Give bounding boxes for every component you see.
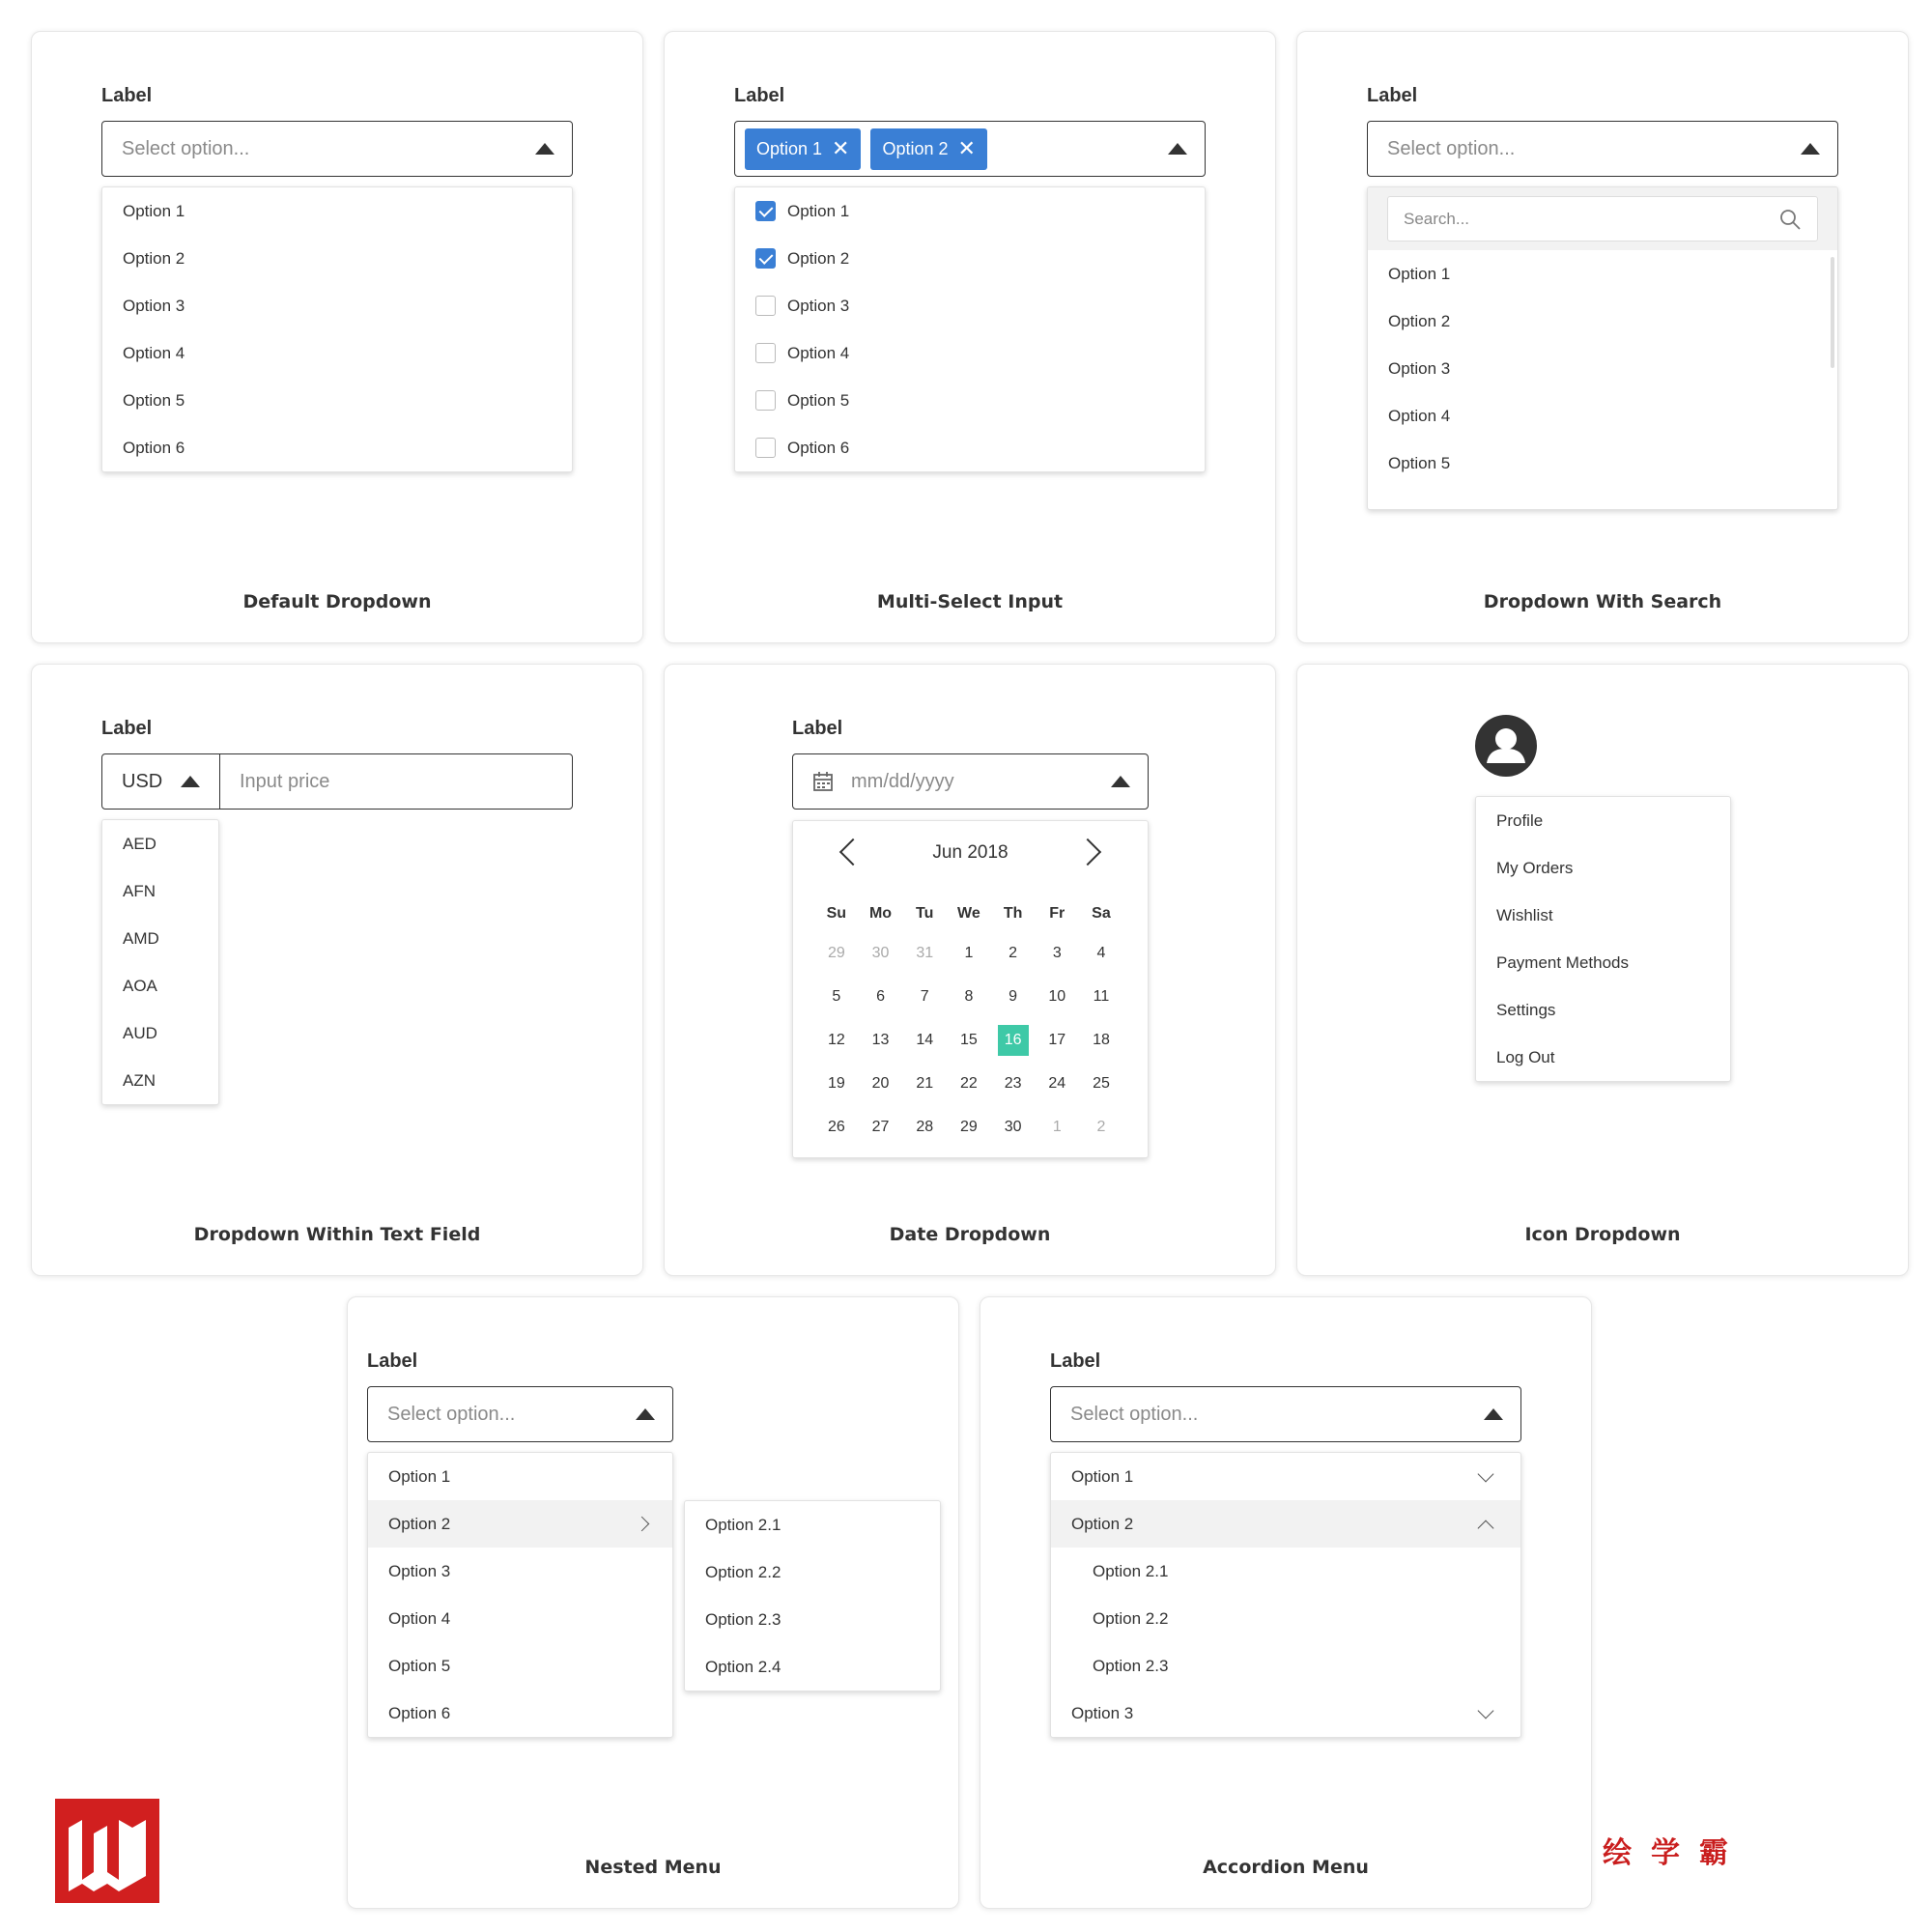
menu-item[interactable]: AZN [123, 1070, 156, 1090]
calendar-day[interactable]: 30 [1004, 1118, 1022, 1135]
accordion-item-label: Option 3 [1071, 1703, 1134, 1722]
calendar-day[interactable]: 22 [960, 1074, 978, 1092]
field-label: Label [734, 85, 785, 106]
calendar-day[interactable]: 29 [960, 1118, 978, 1135]
calendar-day[interactable]: 31 [916, 944, 934, 961]
menu-item[interactable]: Option 4 [123, 343, 185, 362]
select-placeholder: Select option... [387, 1403, 516, 1425]
menu-item[interactable]: Option 5 [388, 1656, 451, 1675]
dropdown-menu [1367, 186, 1838, 510]
calendar-day[interactable]: 3 [1052, 944, 1062, 961]
chevron-right-icon [635, 1516, 650, 1531]
calendar-day[interactable]: 10 [1048, 987, 1066, 1005]
search-input[interactable] [1387, 196, 1818, 242]
brand-watermark-text: 绘学霸 [1603, 1836, 1747, 1870]
menu-item[interactable]: Option 5 [123, 390, 185, 410]
calendar-day[interactable]: 23 [1004, 1074, 1022, 1092]
select-field[interactable] [367, 1386, 673, 1442]
field-label: Label [101, 718, 153, 739]
scrollbar[interactable] [1831, 257, 1834, 368]
selected-chip [745, 128, 861, 170]
field-label: Label [792, 718, 843, 739]
caret-up-icon [1111, 776, 1130, 787]
chip-label: Option 2 [882, 138, 949, 158]
calendar-day[interactable]: 17 [1048, 1031, 1066, 1048]
calendar-day[interactable]: 15 [960, 1031, 978, 1048]
dropdown-menu [101, 186, 573, 472]
menu-item[interactable]: Option 3 [1388, 358, 1451, 378]
menu-item[interactable]: Option 4 [388, 1608, 451, 1628]
price-input[interactable] [220, 771, 572, 793]
calendar-day[interactable]: 28 [916, 1118, 934, 1135]
caret-up-icon [1484, 1408, 1503, 1420]
accordion-item-expanded[interactable] [1051, 1500, 1520, 1548]
select-field[interactable] [101, 121, 573, 177]
weekday-label: Tu [916, 905, 934, 922]
checkbox-icon[interactable] [755, 438, 776, 458]
calendar-day[interactable]: 26 [827, 1118, 845, 1135]
card-date-dropdown [664, 664, 1276, 1276]
submenu [684, 1500, 941, 1691]
chip-label: Option 1 [756, 138, 823, 158]
menu-item[interactable]: Option 1 [1388, 264, 1451, 283]
option-label: Option 5 [787, 390, 850, 410]
card-icon-dropdown [1296, 664, 1909, 1276]
brand-logo [55, 1799, 159, 1903]
calendar-day-selected[interactable]: 16 [991, 1025, 1036, 1056]
price-field [101, 753, 573, 810]
chevron-up-icon [1478, 1520, 1494, 1536]
checkbox-checked-icon[interactable] [755, 201, 776, 221]
menu-item[interactable]: Option 6 [388, 1703, 451, 1722]
card-accordion-menu [980, 1296, 1592, 1909]
checkbox-option[interactable] [735, 377, 1205, 424]
currency-select[interactable] [102, 754, 220, 809]
checkbox-checked-icon[interactable] [755, 248, 776, 269]
calendar-day[interactable]: 14 [916, 1031, 934, 1048]
card-multi-select [664, 31, 1276, 643]
submenu-item[interactable]: Option 2.3 [705, 1609, 781, 1629]
card-title: Multi-Select Input [876, 591, 1064, 612]
menu-item[interactable]: AMD [123, 928, 159, 948]
weekday-label: Th [1003, 905, 1023, 922]
calendar-day[interactable]: 4 [1096, 944, 1106, 961]
account-menu [1475, 796, 1731, 1082]
checkbox-option[interactable] [735, 235, 1205, 282]
chevron-down-icon [1478, 1702, 1494, 1719]
card-title: Icon Dropdown [1524, 1224, 1681, 1245]
checkbox-option[interactable] [735, 424, 1205, 471]
card-search-dropdown [1296, 31, 1909, 643]
menu-item-my-orders[interactable]: My Orders [1496, 858, 1574, 877]
checkbox-option[interactable] [735, 282, 1205, 329]
calendar-day[interactable]: 9 [1009, 987, 1018, 1005]
menu-item-with-submenu[interactable] [368, 1500, 672, 1548]
caret-up-icon [535, 143, 554, 155]
calendar-day[interactable]: 5 [832, 987, 841, 1005]
card-title: Dropdown Within Text Field [193, 1224, 481, 1245]
search-area [1368, 187, 1837, 250]
select-placeholder: Select option... [122, 137, 250, 159]
price-placeholder: Input price [240, 770, 330, 792]
calendar-week-row [814, 975, 1123, 1018]
option-label: Option 1 [787, 201, 850, 220]
field-label: Label [367, 1350, 418, 1372]
select-placeholder: Select option... [1387, 137, 1516, 159]
remove-chip-icon[interactable]: ✕ [957, 136, 976, 160]
dropdown-menu [367, 1452, 673, 1738]
weekday-label: Mo [868, 905, 893, 922]
calendar-popup [792, 820, 1149, 1158]
remove-chip-icon[interactable]: ✕ [832, 136, 850, 160]
card-title: Accordion Menu [1203, 1857, 1369, 1878]
menu-item[interactable]: AOA [123, 976, 157, 995]
calendar-day[interactable]: 21 [916, 1074, 934, 1092]
calendar-week-row [814, 1018, 1123, 1062]
option-label: Option 6 [787, 438, 850, 457]
user-avatar-icon [1475, 715, 1537, 777]
calendar-day[interactable]: 11 [1093, 987, 1110, 1005]
select-placeholder: Select option... [1070, 1403, 1199, 1425]
checkbox-icon[interactable] [755, 343, 776, 363]
menu-item[interactable]: Option 2 [1388, 311, 1451, 330]
menu-item-log-out[interactable]: Log Out [1496, 1047, 1555, 1066]
caret-up-icon [1168, 143, 1187, 155]
checkbox-icon[interactable] [755, 296, 776, 316]
field-label: Label [1367, 85, 1418, 106]
search-icon [1778, 208, 1802, 231]
calendar-day[interactable]: 19 [827, 1074, 845, 1092]
accordion-item[interactable] [1051, 1690, 1520, 1737]
brand-logo-mark [55, 1799, 159, 1903]
calendar-day[interactable]: 8 [964, 987, 974, 1005]
calendar-day[interactable]: 6 [876, 987, 885, 1005]
submenu-item[interactable]: Option 2.4 [705, 1657, 781, 1676]
currency-menu [101, 819, 219, 1105]
weekday-label: Su [826, 905, 847, 922]
option-label: Option 2 [787, 248, 850, 268]
field-label: Label [101, 85, 153, 106]
calendar-day[interactable]: 24 [1048, 1074, 1066, 1092]
menu-item[interactable]: Option 6 [123, 438, 185, 457]
accordion-subitem[interactable]: Option 2.3 [1093, 1656, 1169, 1675]
calendar-day[interactable]: 29 [827, 944, 845, 961]
menu-item[interactable]: AFN [123, 881, 156, 900]
calendar-day[interactable]: 12 [827, 1031, 845, 1048]
select-field[interactable] [1050, 1386, 1521, 1442]
accordion-item[interactable] [1051, 1453, 1520, 1500]
accordion-item-label: Option 2 [1071, 1514, 1134, 1533]
date-field[interactable] [792, 753, 1149, 810]
submenu-item[interactable]: Option 2.1 [705, 1515, 781, 1534]
calendar-day[interactable]: 7 [920, 987, 929, 1005]
chevron-down-icon [1478, 1465, 1494, 1482]
search-placeholder: Search... [1404, 209, 1470, 228]
menu-item[interactable]: AED [123, 834, 156, 853]
menu-item[interactable]: Option 3 [388, 1561, 451, 1580]
accordion-subitem[interactable]: Option 2.2 [1093, 1608, 1169, 1628]
avatar-button[interactable] [1475, 715, 1537, 777]
card-title: Dropdown With Search [1483, 591, 1722, 612]
accordion-subitem[interactable]: Option 2.1 [1093, 1561, 1169, 1580]
currency-value: USD [122, 770, 163, 792]
selected-chip [870, 128, 986, 170]
calendar-day[interactable]: 30 [871, 944, 890, 961]
calendar-day[interactable]: 25 [1093, 1074, 1110, 1092]
checkbox-option[interactable] [735, 329, 1205, 377]
card-title: Default Dropdown [242, 591, 432, 612]
calendar-icon [812, 771, 834, 792]
menu-item[interactable]: Option 4 [1388, 406, 1451, 425]
calendar-day[interactable]: 2 [1096, 1118, 1106, 1135]
calendar-day[interactable]: 13 [871, 1031, 890, 1048]
dropdown-menu [734, 186, 1206, 472]
menu-item[interactable]: AUD [123, 1023, 157, 1042]
weekday-row [814, 896, 1123, 931]
menu-item[interactable]: Option 2 [123, 248, 185, 268]
weekday-label: We [957, 905, 980, 922]
menu-item-payment-methods[interactable]: Payment Methods [1496, 952, 1630, 972]
caret-up-icon [636, 1408, 655, 1420]
menu-item[interactable]: Option 3 [123, 296, 185, 315]
menu-item-settings[interactable]: Settings [1496, 1000, 1556, 1019]
card-nested-menu [347, 1296, 959, 1909]
menu-item-wishlist[interactable]: Wishlist [1496, 905, 1553, 924]
menu-item[interactable]: Option 5 [1388, 453, 1451, 472]
calendar-week-row [814, 931, 1123, 975]
calendar-day[interactable]: 20 [871, 1074, 890, 1092]
calendar-month: Jun 2018 [932, 842, 1009, 863]
card-title: Nested Menu [584, 1857, 722, 1878]
accordion-menu [1050, 1452, 1521, 1738]
multi-select-field[interactable] [734, 121, 1206, 177]
accordion-item-label: Option 1 [1071, 1466, 1134, 1486]
menu-item[interactable]: Option 1 [388, 1466, 451, 1486]
date-placeholder: mm/dd/yyyy [851, 770, 954, 792]
menu-item-profile[interactable]: Profile [1496, 810, 1544, 830]
calendar-week-row [814, 1062, 1123, 1105]
caret-up-icon [1801, 143, 1820, 155]
calendar-week-row [814, 1105, 1123, 1149]
field-label: Label [1050, 1350, 1101, 1372]
weekday-label: Fr [1049, 905, 1065, 922]
calendar-day[interactable]: 18 [1093, 1031, 1110, 1048]
menu-item-label: Option 2 [388, 1514, 451, 1533]
calendar-day[interactable]: 27 [871, 1118, 890, 1135]
calendar-day[interactable]: 1 [1052, 1118, 1062, 1135]
card-text-field-dropdown [31, 664, 643, 1276]
caret-up-icon [181, 776, 200, 787]
option-label: Option 3 [787, 296, 850, 315]
calendar-header [793, 821, 1148, 889]
calendar-day[interactable]: 1 [964, 944, 974, 961]
card-title: Date Dropdown [889, 1224, 1051, 1245]
weekday-label: Sa [1092, 905, 1111, 922]
card-default-dropdown [31, 31, 643, 643]
calendar-day[interactable]: 2 [1009, 944, 1018, 961]
menu-item[interactable]: Option 1 [123, 201, 185, 220]
option-label: Option 4 [787, 343, 850, 362]
checkbox-icon[interactable] [755, 390, 776, 411]
select-field[interactable] [1367, 121, 1838, 177]
submenu-item[interactable]: Option 2.2 [705, 1562, 781, 1581]
checkbox-option[interactable] [735, 187, 1205, 235]
calendar-grid [814, 896, 1123, 1149]
